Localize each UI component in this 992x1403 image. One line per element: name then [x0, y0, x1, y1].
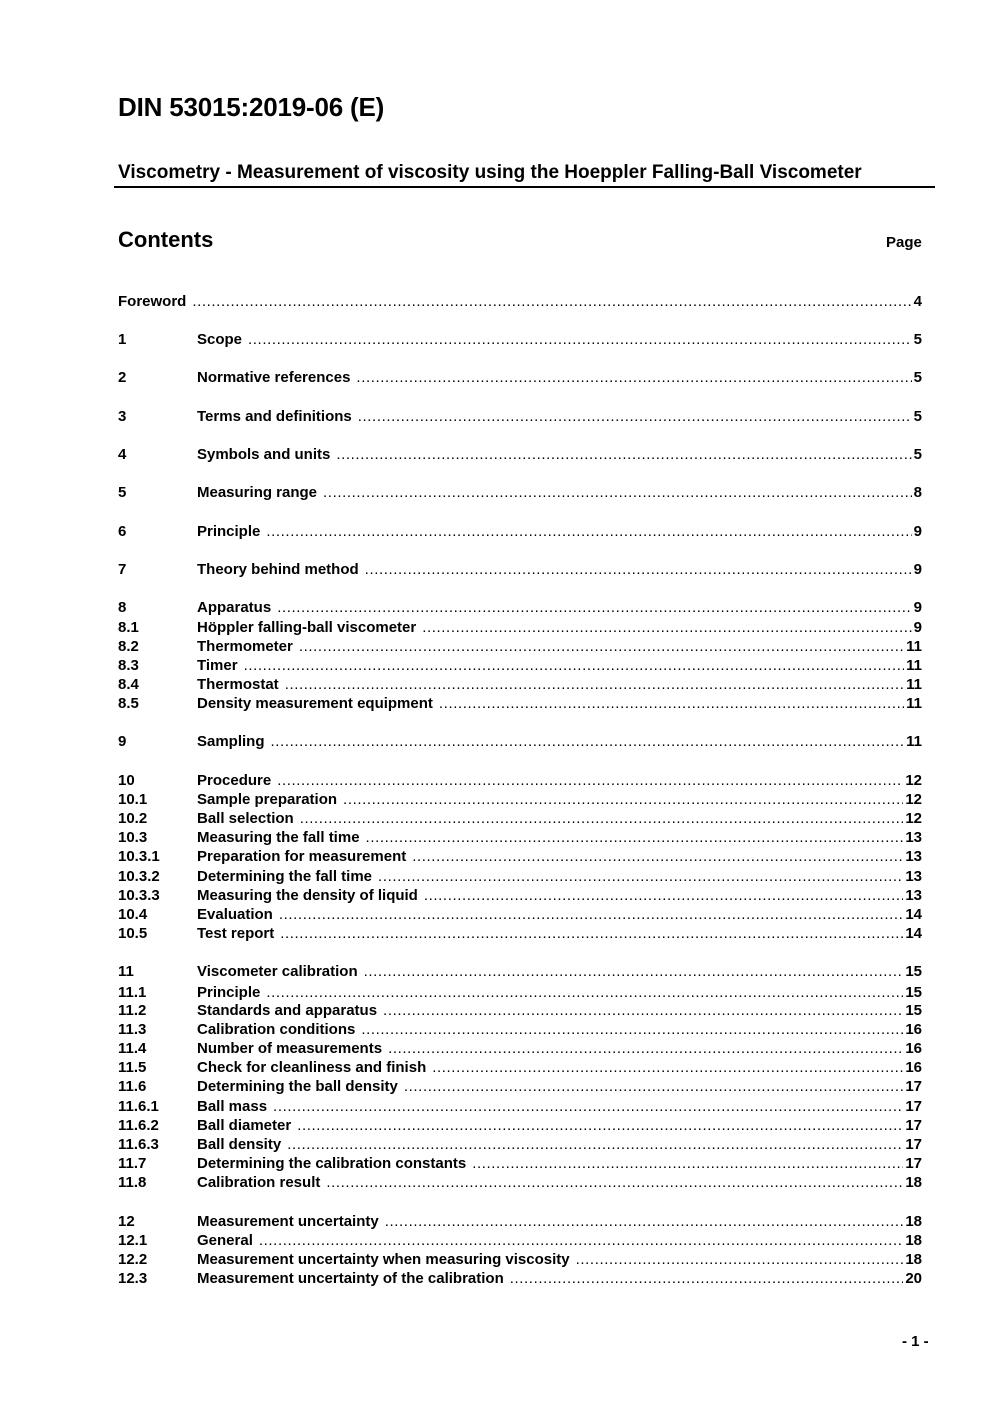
toc-entry-title: Determining the fall time — [197, 868, 373, 885]
toc-entry-title: Höppler falling-ball viscometer — [197, 619, 417, 636]
toc-dot-leader — [277, 771, 903, 790]
toc-entry-title: Principle — [197, 523, 261, 540]
toc-entry-number: 11.2 — [118, 1002, 147, 1019]
toc-dot-leader — [510, 1269, 904, 1288]
toc-dot-leader — [361, 1020, 903, 1039]
toc-dot-leader — [404, 1077, 903, 1096]
toc-dot-leader — [383, 1001, 903, 1020]
toc-entry-page: 17 — [905, 1117, 922, 1134]
toc-entry-page: 15 — [905, 963, 922, 980]
toc-entry-title: Calibration result — [197, 1174, 321, 1191]
toc-dot-leader — [287, 1135, 903, 1154]
toc-entry-title: Number of measurements — [197, 1040, 383, 1057]
toc-entry-number: 10 — [118, 772, 135, 789]
toc-entry-number: 11.3 — [118, 1021, 147, 1038]
toc-dot-leader — [280, 924, 903, 943]
toc-entry[interactable] — [118, 637, 922, 656]
toc-entry-page: 16 — [905, 1040, 922, 1057]
toc-entry[interactable] — [118, 771, 922, 790]
toc-entry[interactable] — [118, 675, 922, 694]
toc-entry[interactable] — [118, 1269, 922, 1288]
toc-entry[interactable] — [118, 905, 922, 924]
toc-entry-page: 15 — [905, 1002, 922, 1019]
toc-dot-leader — [412, 847, 903, 866]
toc-entry-page: 5 — [913, 331, 922, 348]
toc-entry-number: 8 — [118, 599, 127, 616]
toc-entry-page: 5 — [913, 446, 922, 463]
toc-entry[interactable] — [118, 828, 922, 847]
toc-entry-number: 12.1 — [118, 1232, 148, 1249]
toc-entry[interactable] — [118, 1231, 922, 1250]
toc-entry-title: Measuring range — [197, 484, 318, 501]
toc-entry-number: 10.4 — [118, 906, 148, 923]
toc-entry-title: Thermometer — [197, 638, 293, 655]
contents-heading: Contents — [118, 227, 214, 252]
toc-entry-number: 9 — [118, 733, 127, 750]
toc-entry[interactable] — [118, 483, 922, 502]
toc-entry-number: 11.6 — [118, 1078, 147, 1095]
toc-entry-title: Viscometer calibration — [197, 963, 358, 980]
toc-dot-leader — [336, 445, 911, 464]
toc-entry-title: Density measurement equipment — [197, 695, 433, 712]
toc-entry[interactable] — [118, 962, 922, 981]
toc-dot-leader — [576, 1250, 904, 1269]
toc-entry-number: 11.4 — [118, 1040, 147, 1057]
toc-entry-title: Thermostat — [197, 676, 279, 693]
toc-entry-title: Measurement uncertainty of the calibration — [197, 1270, 504, 1287]
toc-entry-page: 17 — [905, 1136, 922, 1153]
toc-entry[interactable] — [118, 407, 922, 426]
toc-entry-number: 10.1 — [118, 791, 148, 808]
toc-dot-leader — [300, 809, 904, 828]
toc-entry-title: Ball diameter — [197, 1117, 292, 1134]
toc-entry[interactable] — [118, 809, 922, 828]
toc-entry-page: 18 — [905, 1213, 922, 1230]
toc-entry-number: 11 — [118, 963, 134, 980]
toc-entry[interactable] — [118, 618, 922, 637]
toc-dot-leader — [432, 1058, 903, 1077]
toc-entry-number: 4 — [118, 446, 127, 463]
toc-entry-number: 8.5 — [118, 695, 139, 712]
toc-dot-leader — [244, 656, 905, 675]
toc-dot-leader — [259, 1231, 903, 1250]
toc-entry-number: 11.6.1 — [118, 1098, 159, 1115]
toc-entry-title: Foreword — [118, 293, 187, 310]
toc-entry-number: 10.3.1 — [118, 848, 160, 865]
toc-dot-leader — [299, 637, 904, 656]
toc-entry-number: 7 — [118, 561, 127, 578]
toc-entry-title: Apparatus — [197, 599, 272, 616]
toc-entry-title: Scope — [197, 331, 243, 348]
toc-dot-leader — [266, 983, 903, 1002]
toc-entry-page: 5 — [913, 408, 922, 425]
toc-entry-page: 20 — [905, 1270, 922, 1287]
toc-entry[interactable] — [118, 1250, 922, 1269]
toc-entry-page: 5 — [913, 369, 922, 386]
toc-dot-leader — [439, 694, 904, 713]
toc-entry-page: 13 — [905, 848, 922, 865]
toc-dot-leader — [248, 330, 912, 349]
toc-entry-number: 2 — [118, 369, 127, 386]
toc-entry[interactable] — [118, 1058, 922, 1077]
toc-entry-title: Measuring the fall time — [197, 829, 360, 846]
toc-entry-number: 5 — [118, 484, 127, 501]
toc-entry[interactable] — [118, 867, 922, 886]
toc-entry-number: 12 — [118, 1213, 135, 1230]
toc-entry-title: Measuring the density of liquid — [197, 887, 418, 904]
toc-entry-title: Standards and apparatus — [197, 1002, 378, 1019]
toc-entry-page: 8 — [913, 484, 922, 501]
toc-dot-leader — [364, 962, 904, 981]
toc-entry-title: Normative references — [197, 369, 351, 386]
toc-entry-page: 17 — [905, 1078, 922, 1095]
toc-entry-title: Evaluation — [197, 906, 273, 923]
toc-entry-number: 8.2 — [118, 638, 139, 655]
toc-entry[interactable] — [118, 1001, 922, 1020]
toc-dot-leader — [378, 867, 903, 886]
page-number: - 1 - — [902, 1333, 929, 1350]
toc-entry-title: Ball density — [197, 1136, 282, 1153]
toc-entry[interactable] — [118, 292, 922, 311]
toc-entry-page: 11 — [906, 676, 922, 693]
toc-entry-page: 12 — [905, 791, 922, 808]
toc-entry-title: Calibration conditions — [197, 1021, 356, 1038]
toc-entry-title: Theory behind method — [197, 561, 359, 578]
toc-entry-title: Timer — [197, 657, 238, 674]
toc-dot-leader — [266, 522, 911, 541]
toc-entry-title: Symbols and units — [197, 446, 331, 463]
toc-entry-title: Sample preparation — [197, 791, 338, 808]
toc-entry-title: Ball selection — [197, 810, 294, 827]
toc-dot-leader — [385, 1212, 904, 1231]
toc-entry[interactable] — [118, 847, 922, 866]
toc-dot-leader — [366, 828, 904, 847]
toc-entry-page: 17 — [905, 1098, 922, 1115]
toc-entry-title: Determining the ball density — [197, 1078, 398, 1095]
toc-entry[interactable] — [118, 330, 922, 349]
toc-entry-page: 9 — [913, 599, 922, 616]
toc-entry-title: Sampling — [197, 733, 265, 750]
toc-entry-page: 12 — [905, 772, 922, 789]
toc-entry-page: 18 — [905, 1174, 922, 1191]
toc-entry-title: Measurement uncertainty when measuring viscosity — [197, 1251, 570, 1268]
toc-entry-number: 11.1 — [118, 984, 147, 1001]
toc-entry-title: Preparation for measurement — [197, 848, 407, 865]
page-column-heading: Page — [886, 234, 922, 251]
toc-entry[interactable] — [118, 1097, 922, 1116]
toc-entry[interactable] — [118, 560, 922, 579]
toc-entry[interactable] — [118, 886, 922, 905]
toc-entry[interactable] — [118, 1077, 922, 1096]
toc-entry-title: Terms and definitions — [197, 408, 352, 425]
toc-entry[interactable] — [118, 983, 922, 1002]
toc-entry-title: Measurement uncertainty — [197, 1213, 379, 1230]
toc-dot-leader — [365, 560, 912, 579]
toc-entry-title: Procedure — [197, 772, 272, 789]
toc-dot-leader — [343, 790, 903, 809]
toc-dot-leader — [424, 886, 903, 905]
toc-entry-number: 3 — [118, 408, 127, 425]
toc-entry-page: 13 — [905, 829, 922, 846]
toc-entry-number: 11.8 — [118, 1174, 147, 1191]
toc-dot-leader — [285, 675, 904, 694]
toc-entry-number: 8.4 — [118, 676, 139, 693]
toc-dot-leader — [273, 1097, 903, 1116]
toc-entry-page: 12 — [905, 810, 922, 827]
toc-entry[interactable] — [118, 368, 922, 387]
toc-entry[interactable] — [118, 1116, 922, 1135]
toc-entry-number: 10.3 — [118, 829, 148, 846]
toc-entry-page: 4 — [913, 293, 922, 310]
toc-dot-leader — [388, 1039, 903, 1058]
toc-entry[interactable] — [118, 656, 922, 675]
document-title: Viscometry - Measurement of viscosity using the Hoeppler Falling-Ball Viscometer — [118, 162, 862, 183]
toc-entry-number: 1 — [118, 331, 127, 348]
toc-dot-leader — [277, 598, 911, 617]
document-id: DIN 53015:2019-06 (E) — [118, 92, 385, 122]
toc-entry[interactable] — [118, 790, 922, 809]
toc-entry[interactable] — [118, 1154, 922, 1173]
toc-entry[interactable] — [118, 732, 922, 751]
toc-entry[interactable] — [118, 924, 922, 943]
toc-dot-leader — [192, 292, 911, 311]
toc-entry-page: 13 — [905, 887, 922, 904]
toc-dot-leader — [279, 905, 903, 924]
toc-entry-page: 9 — [913, 523, 922, 540]
toc-entry-number: 10.2 — [118, 810, 148, 827]
toc-dot-leader — [422, 618, 911, 637]
toc-dot-leader — [356, 368, 911, 387]
toc-entry-page: 11 — [906, 638, 922, 655]
toc-entry-page: 16 — [905, 1021, 922, 1038]
toc-entry-title: Check for cleanliness and finish — [197, 1059, 427, 1076]
toc-dot-leader — [271, 732, 905, 751]
toc-dot-leader — [326, 1173, 903, 1192]
toc-entry-number: 11.5 — [118, 1059, 147, 1076]
toc-entry-number: 11.7 — [118, 1155, 147, 1172]
toc-entry[interactable] — [118, 522, 922, 541]
toc-entry-number: 12.3 — [118, 1270, 148, 1287]
toc-entry-number: 8.3 — [118, 657, 139, 674]
toc-entry-page: 11 — [906, 733, 922, 750]
toc-entry-page: 9 — [913, 619, 922, 636]
toc-entry-page: 14 — [905, 906, 922, 923]
toc-entry-page: 11 — [906, 695, 922, 712]
toc-entry-page: 16 — [905, 1059, 922, 1076]
toc-entry-page: 15 — [905, 984, 922, 1001]
toc-entry[interactable] — [118, 1020, 922, 1039]
toc-entry-number: 11.6.2 — [118, 1117, 159, 1134]
toc-entry[interactable] — [118, 598, 922, 617]
toc-entry[interactable] — [118, 1135, 922, 1154]
toc-dot-leader — [472, 1154, 903, 1173]
toc-entry-number: 6 — [118, 523, 127, 540]
toc-entry-number: 10.3.2 — [118, 868, 160, 885]
toc-entry-page: 9 — [913, 561, 922, 578]
toc-entry-number: 10.5 — [118, 925, 148, 942]
toc-entry-page: 11 — [906, 657, 922, 674]
toc-entry-page: 13 — [905, 868, 922, 885]
toc-entry-title: General — [197, 1232, 253, 1249]
toc-dot-leader — [323, 483, 912, 502]
toc-entry-page: 18 — [905, 1232, 922, 1249]
toc-entry[interactable] — [118, 1173, 922, 1192]
toc-entry-title: Principle — [197, 984, 261, 1001]
toc-entry[interactable] — [118, 1039, 922, 1058]
toc-entry-number: 11.6.3 — [118, 1136, 159, 1153]
toc-entry-title: Determining the calibration constants — [197, 1155, 467, 1172]
toc-entry-page: 18 — [905, 1251, 922, 1268]
toc-entry-number: 8.1 — [118, 619, 139, 636]
toc-entry-number: 12.2 — [118, 1251, 148, 1268]
toc-entry[interactable] — [118, 1212, 922, 1231]
toc-entry-title: Ball mass — [197, 1098, 268, 1115]
title-underline — [114, 186, 935, 188]
toc-entry-number: 10.3.3 — [118, 887, 160, 904]
toc-entry-title: Test report — [197, 925, 275, 942]
toc-dot-leader — [297, 1116, 903, 1135]
toc-entry[interactable] — [118, 694, 922, 713]
toc-entry-page: 14 — [905, 925, 922, 942]
toc-dot-leader — [358, 407, 912, 426]
toc-entry[interactable] — [118, 445, 922, 464]
toc-entry-page: 17 — [905, 1155, 922, 1172]
